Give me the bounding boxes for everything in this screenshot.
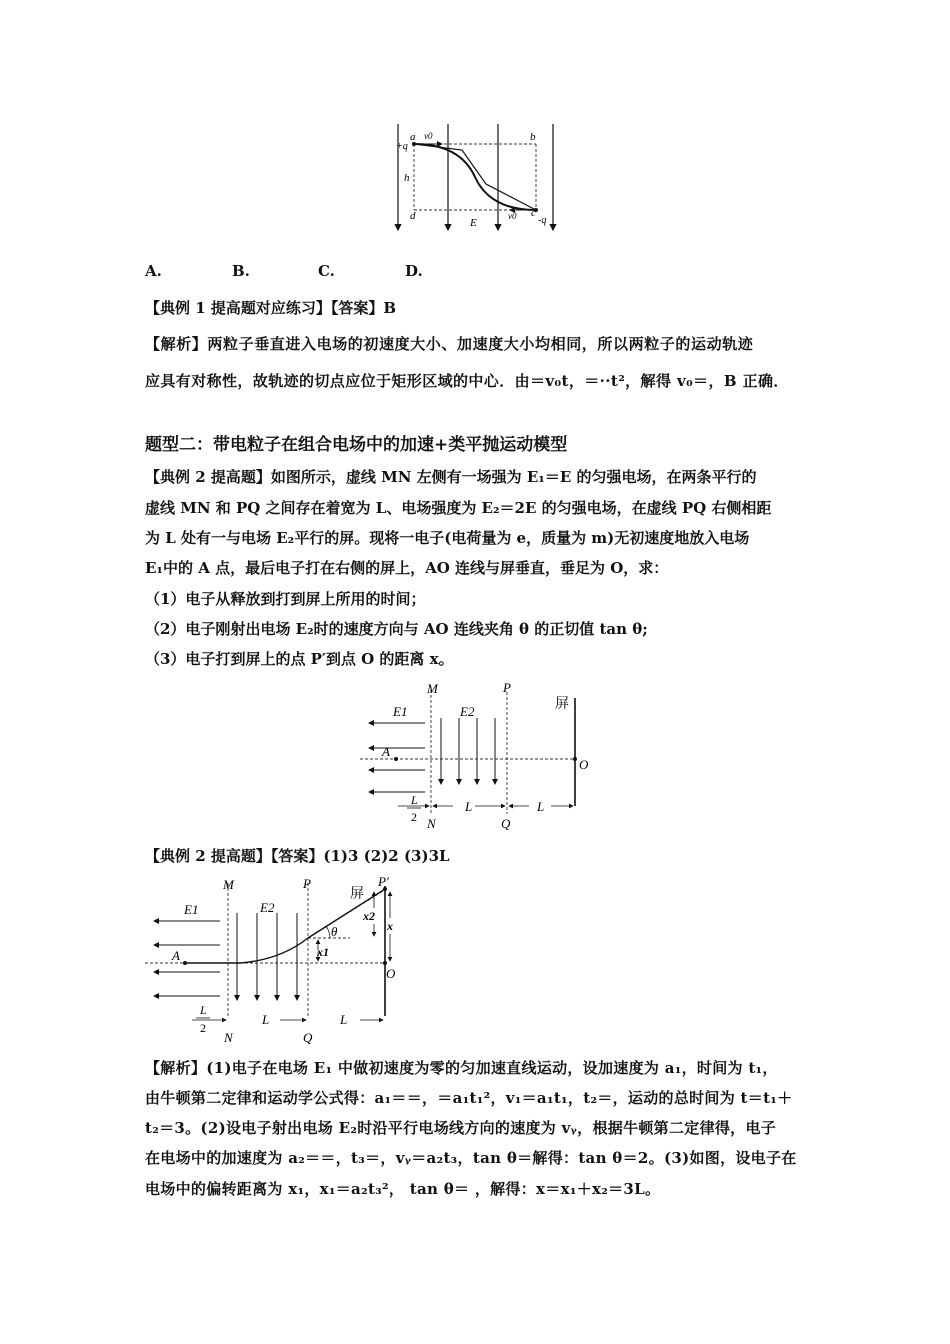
label-x2: x2 <box>363 909 375 923</box>
label-half-L-den: 2 <box>200 1021 206 1035</box>
example2-subquestion-3: （3）电子打到屏上的点 P′到点 O 的距离 x。 <box>145 650 454 668</box>
label-c: c <box>531 207 536 219</box>
figure-symmetric-trajectories <box>390 118 565 243</box>
label-x1: x1 <box>317 945 329 959</box>
option-c: C. <box>318 262 335 280</box>
label-x: x <box>387 919 393 933</box>
label-A: A <box>382 744 390 759</box>
example1-answer: 【典例 1 提高题对应练习】【答案】B <box>145 299 397 317</box>
label-d: d <box>410 210 416 222</box>
example2-answer: 【典例 2 提高题】【答案】(1)3 (2)2 (3)3L <box>145 847 450 865</box>
label-M: M <box>223 877 234 892</box>
figure-combined-fields <box>355 678 605 833</box>
example2-question-line1: 【典例 2 提高题】如图所示，虚线 MN 左侧有一场强为 E₁＝E 的匀强电场，在两条平行的 <box>145 468 757 486</box>
figure-deflection-solution <box>140 868 415 1048</box>
label-N: N <box>427 816 436 831</box>
label-L-right: L <box>340 1012 348 1027</box>
label-a: a <box>410 131 416 143</box>
label-E: E <box>470 217 477 229</box>
label-A: A <box>172 948 180 963</box>
label-E2: E2 <box>460 704 475 719</box>
example2-question-line4: E₁中的 A 点，最后电子打在右侧的屏上，AO 连线与屏垂直，垂足为 O，求： <box>145 559 669 577</box>
label-v0-bottom: v0 <box>508 211 517 221</box>
example2-analysis-line3: t₂＝3。(2)设电子射出电场 E₂时沿平行电场线方向的速度为 vᵧ，根据牛顿第二定律得，电子 <box>145 1119 777 1137</box>
label-O: O <box>386 966 396 981</box>
label-screen: 屏 <box>350 887 364 902</box>
label-L-mid: L <box>262 1012 270 1027</box>
label-L-right: L <box>537 799 545 814</box>
example1-analysis-line1: 【解析】两粒子垂直进入电场的初速度大小、加速度大小均相同，所以两粒子的运动轨迹 <box>145 335 754 353</box>
label-minus-q: -q <box>538 215 547 226</box>
example2-analysis-line1: 【解析】(1)电子在电场 E₁ 中做初速度为零的匀加速直线运动，设加速度为 a₁，时间为 t₁， <box>145 1059 778 1077</box>
label-P-prime: P′ <box>378 874 389 889</box>
label-Q: Q <box>501 816 511 831</box>
example2-analysis-line5: 电场中的偏转距离为 x₁，x₁＝a₂t₃²， tan θ＝ ，解得：x＝x₁＋x₂＝3L。 <box>145 1180 661 1198</box>
label-plus-q: +q <box>396 141 408 152</box>
example1-analysis-line2: 应具有对称性，故轨迹的切点应位于矩形区域的中心．由＝v₀t，＝··t²，解得 v₀＝，B 正确． <box>145 372 789 390</box>
section-title: 题型二：带电粒子在组合电场中的加速+类平抛运动模型 <box>145 435 568 455</box>
label-v0-top: v0 <box>424 131 433 141</box>
example2-question-line3: 为 L 处有一与电场 E₂平行的屏。现将一电子(电荷量为 e，质量为 m)无初速度地放入电场 <box>145 529 750 547</box>
label-theta: θ <box>331 924 338 939</box>
example2-subquestion-2: （2）电子刚射出电场 E₂时的速度方向与 AO 连线夹角 θ 的正切值 tan θ; <box>145 620 648 638</box>
example2-subquestion-1: （1）电子从释放到打到屏上所用的时间； <box>145 590 426 608</box>
option-d: D. <box>405 262 423 280</box>
label-half-L-num: L <box>411 793 418 807</box>
label-h: h <box>404 172 410 184</box>
option-a: A. <box>145 262 162 280</box>
label-screen: 屏 <box>555 697 569 712</box>
label-L-mid: L <box>465 799 473 814</box>
label-E1: E1 <box>393 704 408 719</box>
label-P: P <box>503 680 511 695</box>
label-E2: E2 <box>260 900 275 915</box>
label-half-L-den: 2 <box>411 810 417 824</box>
label-E1: E1 <box>184 902 199 917</box>
label-M: M <box>427 681 438 696</box>
label-half-L-num: L <box>200 1003 207 1017</box>
example2-analysis-line4: 在电场中的加速度为 a₂＝＝，t₃＝，vᵧ＝a₂t₃，tan θ＝解得：tan θ＝2。(3)如图，设电子在 <box>145 1149 797 1167</box>
example2-question-line2: 虚线 MN 和 PQ 之间存在着宽为 L、电场强度为 E₂＝2E 的匀强电场，在虚线 PQ 右侧相距 <box>145 499 772 517</box>
option-b: B. <box>232 262 250 280</box>
label-N: N <box>224 1030 233 1045</box>
label-P: P <box>303 876 311 891</box>
label-Q: Q <box>303 1030 313 1045</box>
label-O: O <box>579 757 589 772</box>
label-b: b <box>530 131 536 143</box>
example2-analysis-line2: 由牛顿第二定律和运动学公式得：a₁＝＝，＝a₁t₁²，v₁＝a₁t₁，t₂＝，运动的总时间为 t＝t₁＋ <box>145 1089 793 1107</box>
